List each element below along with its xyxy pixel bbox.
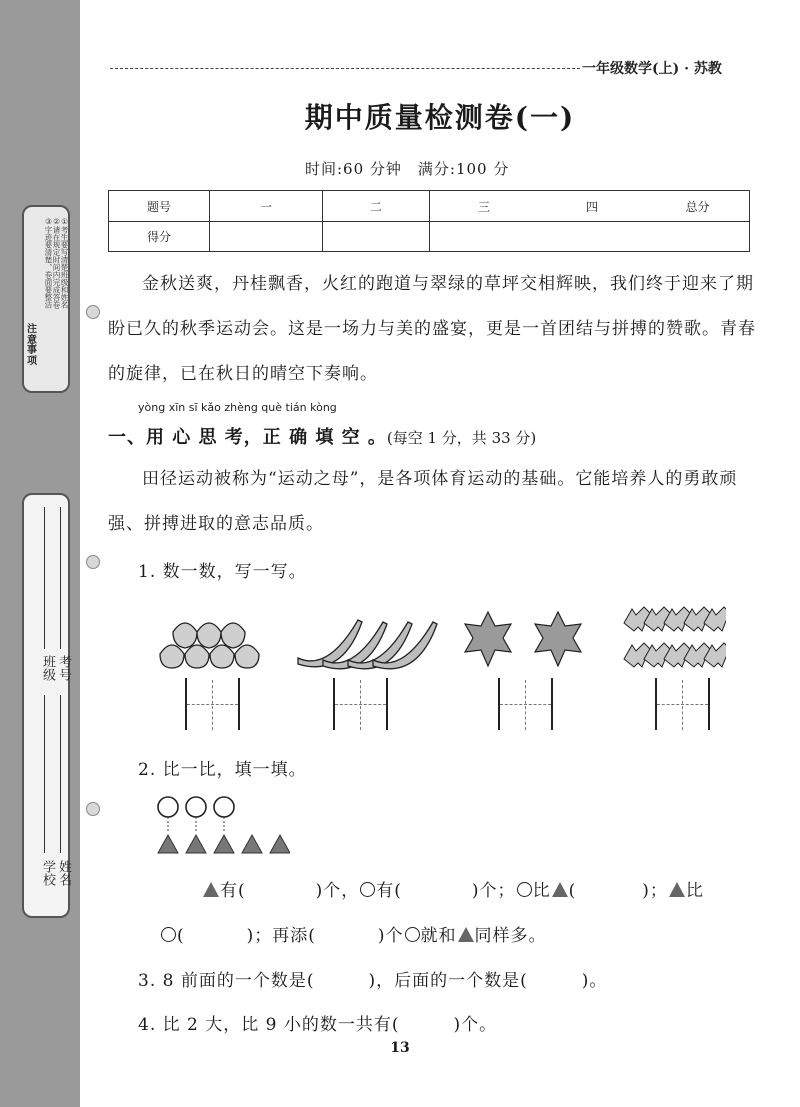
score-table-header: 总分 [646, 191, 750, 222]
triangle-icon [552, 882, 568, 897]
exam-number-write-line[interactable] [60, 507, 61, 649]
punch-hole [86, 305, 100, 319]
score-row-label: 得分 [109, 222, 210, 252]
score-table-header: 二 [323, 191, 430, 222]
peach-pile-picture [155, 612, 265, 670]
school-label: 学校 [40, 860, 55, 886]
notice-item: ②请在规定时间内完成答卷 [52, 217, 61, 309]
question-2: 2. 比一比，填一填。 [138, 760, 307, 780]
circles-triangles-picture [155, 795, 290, 857]
score-cell[interactable] [323, 222, 430, 252]
school-write-line[interactable] [44, 695, 45, 853]
circle-icon [405, 927, 420, 942]
score-table-header: 三 [430, 191, 539, 222]
triangle-icon [203, 882, 219, 897]
deer-group-picture [620, 603, 726, 673]
score-table [108, 190, 750, 252]
class-write-line[interactable] [44, 507, 45, 649]
punch-hole [86, 555, 100, 569]
bananas-picture [293, 610, 443, 672]
header-label: 一年级数学(上) · 苏教 [582, 61, 722, 77]
section-paragraph: 田径运动被称为“运动之母”，是各项体育运动的基础。它能培养人的勇敢顽强、拼搏进取的意志品质。 [108, 469, 738, 534]
snowflakes-picture [455, 608, 595, 670]
score-table-header: 题号 [109, 191, 210, 222]
punch-hole [86, 802, 100, 816]
score-table-header: 四 [538, 191, 646, 222]
question-2-line-1: 有( )个， 有( )个； 比 ( )； 比 [202, 876, 704, 901]
triangle-icon [458, 927, 474, 942]
notice-box [22, 205, 70, 393]
header-dashed-line [110, 68, 580, 69]
exam-number-label: 考号 [56, 655, 71, 681]
score-cell[interactable] [210, 222, 323, 252]
score-cell[interactable] [430, 222, 750, 252]
name-write-line[interactable] [60, 695, 61, 853]
intro-paragraph: 金秋送爽，丹桂飘香，火红的跑道与翠绿的草坪交相辉映，我们终于迎来了期盼已久的秋季运动会。这是一场力与美的盛宴，更是一首团结与拼搏的赞歌。青春的旋律，已在秋日的晴空下奏响。 [108, 274, 756, 384]
notice-list [42, 217, 68, 387]
triangle-icon [669, 882, 685, 897]
circle-icon [517, 882, 532, 897]
notice-item: ③字迹要清楚，卷面要整洁 [44, 217, 53, 309]
question-3: 3. 8 前面的一个数是( )，后面的一个数是( )。 [138, 971, 608, 991]
page-title: 期中质量检测卷(一) [304, 101, 576, 134]
section-pinyin: yòng xīn sī kǎo zhèng què tián kòng [138, 401, 337, 414]
name-label: 姓名 [56, 860, 71, 886]
exam-time-score: 时间:60 分钟 满分:100 分 [305, 160, 510, 178]
circle-icon [161, 927, 176, 942]
notice-title: 注意事项 [27, 324, 37, 367]
binding-sidebar [0, 0, 80, 1107]
section-heading [108, 423, 536, 449]
question-2-line-2: ( )；再添( )个 就和 同样多。 [160, 921, 547, 946]
question-1: 1. 数一数，写一写。 [138, 562, 307, 582]
section-score-note: (每空 1 分，共 33 分) [386, 429, 537, 447]
notice-item: ①考生要写清楚班级和姓名 [60, 217, 69, 309]
score-table-header: 一 [210, 191, 323, 222]
circle-icon [360, 882, 375, 897]
class-label: 班级 [40, 655, 55, 681]
page-number: 13 [390, 1040, 410, 1056]
question-4: 4. 比 2 大，比 9 小的数一共有( )个。 [138, 1015, 498, 1035]
section-title: 一、用 心 思 考，正 确 填 空 。 [108, 427, 387, 448]
student-info-box [22, 493, 70, 918]
